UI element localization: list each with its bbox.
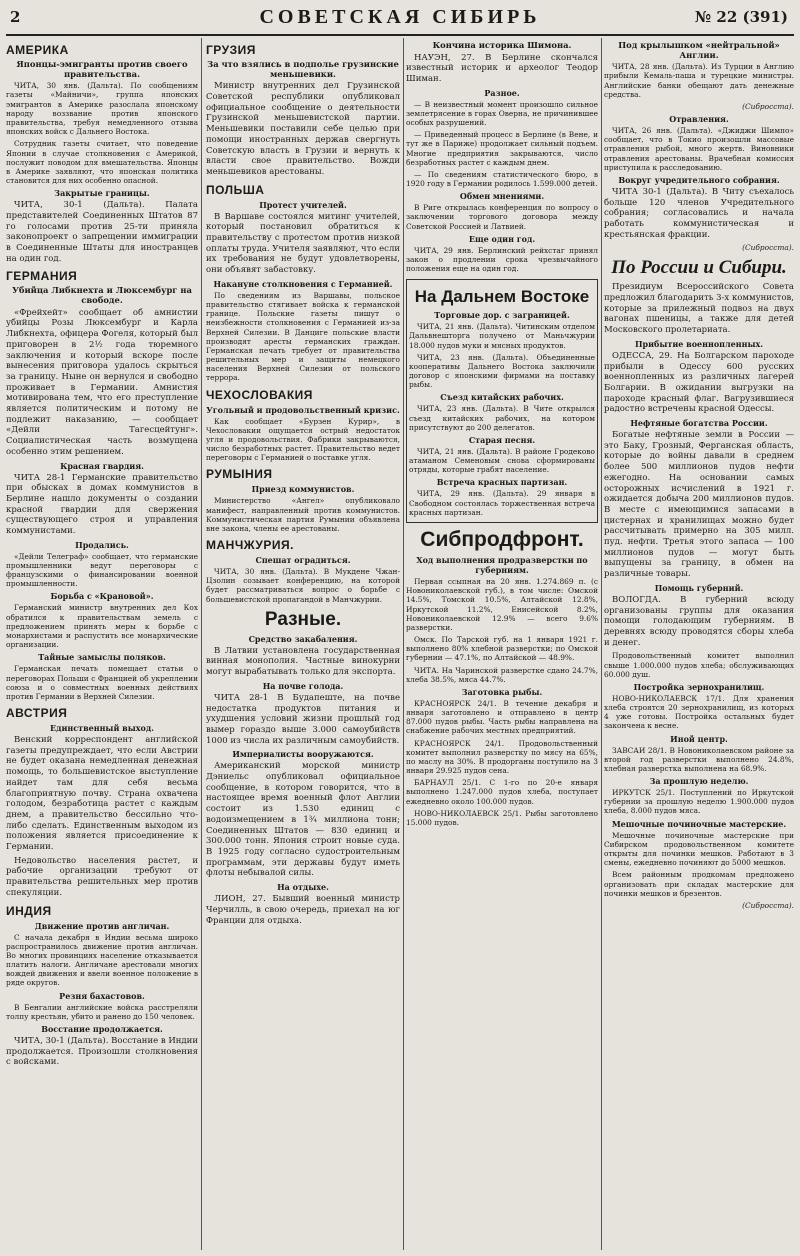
article-text: ВОЛОГДА. В губерний всюду организованы группы для оказания помощи голодающим губерниям. В деревнях всюду проводятся сборы хлеба и денег.	[604, 594, 794, 648]
subheadline: Накануне столкновения с Германией.	[213, 278, 393, 289]
issue-number: № 22 (391)	[694, 8, 788, 26]
column-3	[406, 38, 598, 1250]
article-text: ЧИТА, 29 янв. Берлинский рейхстаг принял закон о продлении срока чрезвычайного положения еще на один год.	[406, 245, 598, 274]
misc-headline: Разные.	[264, 608, 342, 630]
subheadline: На отдыхе.	[277, 882, 329, 893]
article-text: ЧИТА, 30 янв. (Дальта). По сообщениям газеты «Майничи», группа японских эмигрантов в Америке разослала японскому народу воззвание против японского правительства, требуя немедленного отзыва японских войск с Дальнего Востока.	[6, 81, 198, 137]
subheadline: Резня бахастовов.	[59, 990, 145, 1001]
subheadline: Империалисты вооружаются.	[232, 749, 374, 760]
article-text: ЧИТА, 23 янв. (Дальта). Объединенные кооперативы Дальнего Востока заключили договор с японскими фирмами на поставку рыбы.	[409, 352, 595, 390]
subheadline: Вокруг учредительного собрания.	[618, 174, 780, 185]
article-text: Всем районным продкомам предложено организовать при складах мастерские для починки мешков и брезентов.	[604, 870, 794, 898]
subheadline: Разное.	[484, 87, 520, 98]
headline: Японцы-эмигранты против своего правительства.	[16, 59, 188, 79]
article-text: НОВО-НИКОЛАЕВСК 25/1. Рыбы заготовлено 15.000 пудов.	[406, 808, 598, 827]
article-text: Недовольство населения растет, и рабочие организации требуют от правительства решительных мер против спекуляции.	[6, 855, 198, 898]
article-text: С начала декабря в Индии весьма широко распространилось движение против англичан. Во многих провинциях население отказывается платить налоги. Англичане арестовали многих вождей движения и ввели военное положение в ряде округов.	[6, 932, 198, 988]
article-text: Первая ссыпная на 20 янв. 1.274.869 п. (с Новониколаевской губ.), в том числе: Омской 14.5%, Томской 10.5%, Алтайской 12.8%, Иркутской 11.2%, Енисейской 8.2%, Новониколаевской 12.9% — всего 9.6% разверстки.	[406, 576, 598, 632]
column-4	[604, 38, 794, 1250]
newspaper-title: СОВЕТСКАЯ СИБИРЬ	[259, 6, 541, 28]
article-text: Венский корреспондент английской газеты предупреждает, что если Австрии не будет оказана немедленная денежная помощь, то большевистское выступление найдет там для себя весьма благоприятную почву. Страна охвачена голодом, безработица растет с каждым днем, а правительство бессильно что-либо сделать. Единственным выходом из положения является присоединение к Германии.	[6, 735, 198, 853]
article-text: ЧИТА 28-1 В Будапеште, на почве недостатка продуктов питания и ухудшения условий жизни прошлый год вымер гораздо выше 3.000 самоубийств 1000 из числа их различным самоубийств.	[206, 692, 400, 746]
article-text: ЧИТА, 29 янв. (Дальта). 29 января в Свободном состоялась торжественная встреча красных партизан.	[409, 489, 595, 517]
article-text: ЧИТА 30-1 (Дальта). В Читу съехалось больше 120 членов Учредительного собрания; согласовались и начала работать коммунистическая и крестьянская фракции.	[604, 186, 794, 240]
article-text: В Варшаве состоялся митинг учителей, который постановил обратиться к правительству с протестом против низкой оплаты труда. Учителя заявляют, что если их требования не будут удовлетворены, они объявят забастовку.	[206, 211, 400, 276]
article-text: КРАСНОЯРСК 24/1. В течение декабря и января заготовлено и отправлено в центр 87.000 пудов рыбы. Часть рыбы направлена на снабжение рабочих местных предприятий.	[406, 698, 598, 736]
article-text: ЧИТА, 26 янв. (Дальта). «Джиджи Шимпо» сообщает, что в Токио произошли массовые отравления рыбой, много жертв. Виновники отравления арестованы. Врачебная комиссия приступила к расследованию.	[604, 126, 794, 172]
page-number: 2	[10, 8, 21, 26]
article-text: ЧИТА. На Чаринской разверстке сдано 24.7%, хлеба 38.5%, мяса 44.7%.	[406, 665, 598, 684]
article-text: Президиум Всероссийского Совета предложил благодарить 3-х коммунистов, которые за прилежный подвоз на двух вагонах пшеницы, а также для детей Московского пролетариата.	[604, 282, 794, 336]
signature: (Сибросста).	[742, 900, 794, 910]
masthead	[6, 4, 794, 36]
headline: Под крылышком «нейтральной» Англии.	[618, 40, 780, 60]
article-text: Германский министр внутренних дел Кох обратился к правительствам земель с предложением принять меры к борьбе с монархистами и распустить все монархические организации.	[6, 603, 198, 650]
subheadline: Постройка зернохранилищ.	[633, 681, 765, 692]
article-text: Американский морской министр Дэниельс опубликовал официальное сообщение, в котором говорится, что в настоящее время военный флот Англии состоит из 1.530 единиц с водоизмещением в 1¾ миллиона тонн; Соединенных Штатов — 830 единиц и 300.000 тонн. Япония строит новые суда. В 1925 году согласно судостроительным программам, эти державы будут иметь флоты небывалой силы.	[206, 761, 400, 879]
section-czechoslovakia: ЧЕХОСЛОВАКИЯ	[206, 387, 313, 402]
subheadline: Прибытие военнопленных.	[634, 338, 764, 349]
article-text: «Фрейхейт» сообщает об амнистии убийцы Розы Люксембург и Карла Либкнехта, офицера Фогеля, который был приговорен в 2½ года тюремного заключения и который вскоре после вынесения приговора удалось скрыться за границу. Ныне он вернулся и свободно проживает в Германии. Амнистия мотивирована тем, что его преступление является политическим и потому не подлежит наказанию, — сообщает «Дейли Тагесцейтунг». Социалистическая часть возмущена особенно этим решением.	[6, 307, 198, 457]
article-text: Сотрудник газеты считает, что поведение Японии в случае столкновения с Америкой, послужит поводом для вмешательства. Японцы в Америке заявляют, что японская политика становится для них особенно опасной.	[6, 139, 198, 186]
subheadline: Красная гвардия.	[60, 460, 144, 471]
article-text: ЛИОН, 27. Бывший военный министр Черчилль, в свою очередь, приехал на юг Франции для отдыха.	[206, 894, 400, 926]
subheadline: Тайные замыслы поляков.	[38, 652, 166, 663]
article-text: Германская печать помещает статьи о переговорах Польши с Францией об укреплении союза и о совместных военных действиях против Германии в Верхней Силезии.	[6, 664, 198, 701]
subheadline: Обмен мнениями.	[459, 191, 545, 202]
subheadline: Торговые дор. с заграницей.	[434, 310, 570, 321]
headline: Кончина историка Шимона.	[432, 40, 572, 50]
subheadline: Закрытые границы.	[54, 188, 150, 199]
subheadline: Помощь губерний.	[654, 582, 744, 593]
article-text: Омск. По Тарской губ. на 1 января 1921 г. выполнено 80% хлебной разверстки; по Омской губернии — 47.1%, по Алтайской — 48.9%.	[406, 635, 598, 663]
subheadline: Спешат оградиться.	[255, 555, 351, 566]
article-text: ЧИТА 28-1 Германские правительство при обысках в домах коммунистов в Берлине нашло документы о создании красной гвардии для свержения существующего строя и управления коммунистами.	[6, 472, 198, 537]
article-text: Как сообщает «Бурзен Курир», в Чехословакии ощущается острый недостаток угля и продовольствия. Фабрики закрываются, число безработных растет. Правительство ведет переговоры с Германией о поставке угля.	[206, 416, 400, 463]
section-romania: РУМЫНИЯ	[206, 467, 273, 482]
subheadline: Нефтяные богатства России.	[630, 418, 768, 429]
section-india: ИНДИЯ	[6, 903, 52, 918]
article-text: ЧИТА, 30-1 (Дальта). Восстание в Индии продолжается. Произошли столкновения с войсками.	[6, 1035, 198, 1068]
article-text: ОДЕССА, 29. На Болгарском пароходе прибыли в Одессу 600 русских военнопленных из различных лагерей Болгарии. В ожидании выгрузки на пароходе красный флаг. Вагрузившиеся радостно встречены красной Одессы.	[604, 350, 794, 415]
article-text: ЧИТА, 30-1 (Дальта). Палата представителей Соединенных Штатов 87 го голосами против 25-ти приняла законопроект о запрещении иммиграции в Соединенные Штаты для иностранцев на один год.	[6, 200, 198, 264]
article-text: ЧИТА, 23 янв. (Дальта). В Чите открылся съезд китайских рабочих, на котором присутствуют до 200 делегатов.	[409, 404, 595, 432]
article-text: По сведениям из Варшавы, польское правительство стягивает войска к германской границе. Польские газеты пишут о неизбежности столкновения с Германией из-за Верхней Силезии. В Данциге польские власти производят аресты германских граждан. Германская печать требует от правительства решительных мер и защиты немецкого населения Верхней Силезии от польского террора.	[206, 290, 400, 383]
article-text: НАУЭН, 27. В Берлине скончался известный историк и археолог Теодор Шиман.	[406, 52, 598, 85]
article-text: БАРНАУЛ 25/1. С 1-го по 20-е января выполнено 1.247.000 пудов хлеба, поступает ежедневно около 100.000 пудов.	[406, 778, 598, 806]
headline: Убийца Либкнехта и Люксембург на свободе.	[12, 285, 192, 306]
subheadline: Движение против англичан.	[34, 920, 170, 931]
article-text: КРАСНОЯРСК 24/1. Продовольственный комитет выполнил разверстку по мясу на 65%, по маслу на 30%. В продорганы поступило на 3 января 29.925 пудов сена.	[406, 738, 598, 776]
column-rule	[403, 38, 404, 1250]
subheadline: На почве голода.	[262, 680, 344, 691]
article-text: В Бенгалии английские войска расстреляли толпу крестьян, убито и ранено до 150 человек.	[6, 1002, 198, 1021]
subheadline: Продались.	[75, 539, 129, 550]
subheadline: Единственный выход.	[50, 723, 154, 734]
subheadline: Заготовка рыбы.	[461, 686, 543, 697]
section-germany: ГЕРМАНИЯ	[6, 269, 78, 284]
column-rule	[201, 38, 202, 1250]
subheadline: Иной центр.	[670, 733, 728, 744]
subheadline: Еще один год.	[468, 233, 536, 244]
subheadline: Съезд китайских рабочих.	[440, 392, 564, 403]
article-text: Министр внутренних дел Грузинской Советской республики опубликовал официальное сообщение о деятельности Грузинской меньшевистской партии. Меньшевики поставили себе целью при помощи иностранных держав свергнуть Советскую власть в Грузии и вернуть к власти свое правительство. Вожди меньшевиков арестованы.	[206, 81, 400, 177]
article-text: Продовольственный комитет выполнил свыше 1.000.000 пудов хлеба; обслуживающих 60.000 душ.	[604, 651, 794, 679]
subheadline: Борьба с «Крановой».	[50, 591, 154, 602]
column-1	[6, 38, 198, 1250]
article-text: — Приведенный процесс в Берлине (в Вене, и тут же в Париже) продолжает сильный подъем. Многие предприятия закрываются, число безработных растет с каждым днем.	[406, 130, 598, 167]
subheadline: Средство закабаления.	[248, 633, 358, 644]
section-manchuria: МАНЧЖУРИЯ.	[206, 538, 294, 553]
article-text: Министерство «Ангел» опубликовало манифест, направленный против коммунистов. Коммунистическая партия Румынии объявлена вне закона, члены ее арестованы.	[206, 496, 400, 533]
article-text: НОВО-НИКОЛАЕВСК 17/1. Для хранения хлеба строятся 20 зернохранилищ, из которых 4 уже готовы. Постройка остальных будет закончена к весне.	[604, 693, 794, 731]
article-text: ЧИТА, 28 янв. (Дальта). Из Турции в Англию прибыли Кемаль-паша и турецкие министры. Английские банки обещают дать денежные средства.	[604, 62, 794, 99]
section-america: АМЕРИКА	[6, 43, 69, 57]
column-2	[206, 38, 400, 1250]
far-east-headline: На Дальнем Востоке	[414, 287, 590, 307]
sibprodfront-headline: Сибпродфронт.	[420, 527, 584, 551]
far-east-box	[406, 279, 598, 523]
subheadline: Старая песня.	[468, 434, 536, 445]
subheadline: Мешочные починочные мастерские.	[611, 818, 787, 829]
article-text: «Дейли Телеграф» сообщает, что германские промышленники ведут переговоры с французскими о финансировании военной промышленности.	[6, 551, 198, 589]
signature: (Сибросста).	[742, 243, 794, 253]
article-text: — В неизвестный момент произошло сильное землетрясение в горах Оверна, не причинившее особых разрушений.	[406, 99, 598, 128]
section-georgia: ГРУЗИЯ	[206, 43, 256, 57]
article-text: В Латвии установлена государственная винная монополия. Частные винокурни могут вырабатывать только для экспорта.	[206, 645, 400, 678]
subheadline: Ход выполнения продразверстки по губерниям.	[416, 554, 588, 575]
subheadline: Угольный и продовольственный кризис.	[206, 404, 400, 415]
article-text: — По сведениям статистического бюро, в 1920 году в Германии родилось 1.599.000 детей.	[406, 169, 598, 189]
section-poland: ПОЛЬША	[206, 182, 265, 197]
subheadline: Отравления.	[669, 114, 729, 124]
subheadline: Приезд коммунистов.	[251, 484, 355, 495]
article-text: В Риге открылась конференция по вопросу о заключении торгового договора между Советской Россией и Латвией.	[406, 203, 598, 231]
article-text: Мешочные починочные мастерские при Сибирском продовольственном комитете открыты для починки мешков. Работают в 3 смены, ежедневно починяют до 5000 мешков.	[604, 830, 794, 868]
section-austria: АВСТРИЯ	[6, 706, 68, 721]
subheadline: Встреча красных партизан.	[436, 477, 568, 488]
article-text: ЧИТА, 21 янв. (Дальта). В районе Гродеково атаманом Семеновым снова сформированы отряды, которые грабят население.	[409, 446, 595, 475]
russia-siberia-headline: По России и Сибири.	[611, 257, 787, 279]
subheadline: За прошлую неделю.	[649, 776, 749, 787]
article-text: ЧИТА, 21 янв. (Дальта). Читинским отделом Дальвнешторга получено от Маньчжурии 18.000 пудов муки и мясных продуктов.	[409, 322, 595, 350]
subheadline: Восстание продолжается.	[41, 1023, 163, 1034]
column-rule	[601, 38, 602, 1250]
article-text: Богатые нефтяные земли в России — это Баку, Грозный, Ферганская область, которые до войны давали в среднем более 500 миллионов пудов нефти ежегодно. На основании самых осторожных исчислений в 1921 г. ожидается добыча 200 миллионов пудов. В месте с имеющимися запасами в цистернах и хранилищах можно будет рассчитывать примерно на 305 милл. пуд. нефти. Третья этого запаса — 100 миллионов пудов — могут быть выпущены за границу, в обмен на различные товары.	[604, 430, 794, 580]
signature: (Сибросста).	[742, 102, 794, 111]
subheadline: Протест учителей.	[259, 199, 347, 210]
headline: За что взялись в подполье грузинские меньшевики.	[207, 59, 399, 79]
article-text: ЗАВСАИ 28/1. В Новониколаевском районе за второй год разверстки выполнено 24.8%, хлебная разверстка выполнена на 68.9%.	[604, 745, 794, 773]
article-text: ИРКУТСК 25/1. Поступлений по Иркутской губернии за прошлую неделю 1.900.000 пудов хлеба, 8.000 пудов мяса.	[604, 788, 794, 816]
article-text: ЧИТА, 30 янв. (Дальта). В Мукдене Чжан-Цзолин созывает конференцию, на которой будет рассматриваться вопрос о борьбе с большевистской пропагандой в Манчжурии.	[206, 567, 400, 604]
